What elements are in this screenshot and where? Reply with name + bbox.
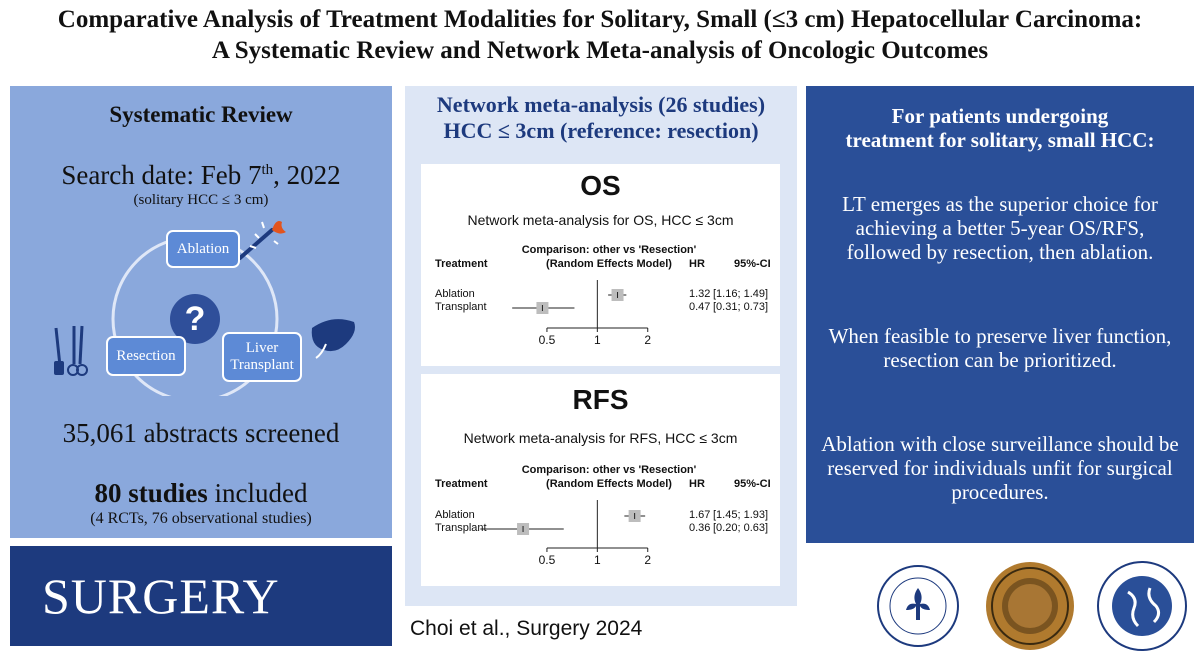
rfs-row-1-ci: [1.45; 1.93] — [713, 509, 769, 521]
os-col-ci: 95%-CI — [734, 258, 771, 270]
ablation-torch-icon — [240, 221, 286, 258]
title-line-2: A Systematic Review and Network Meta-analysis of Oncologic Outcomes — [211, 37, 989, 64]
os-row-2-ci: [0.31; 0.73] — [713, 301, 769, 313]
rfs-plot-area — [421, 374, 780, 586]
central-surgical-association-seal-icon — [986, 562, 1074, 650]
studies-included — [10, 478, 392, 509]
abstracts-screened: 35,061 abstracts screened — [62, 418, 340, 448]
rfs-row-2-name: Transplant — [435, 522, 487, 534]
conclusion-resection: When feasible to preserve liver function, resection can be prioritized. — [828, 324, 1172, 372]
os-tick-label-1: 1 — [593, 333, 601, 347]
society-seal-images — [870, 560, 1195, 652]
nma-heading-line-1: Network meta-analysis (26 studies) — [436, 92, 766, 117]
os-row-1-hr: 1.32 — [689, 288, 711, 300]
rfs-col-hr: HR — [689, 478, 705, 490]
studies-count: 80 studies — [94, 478, 208, 508]
citation: Choi et al., Surgery 2024 — [410, 617, 643, 640]
studies-breakdown: (4 RCTs, 76 observational studies) — [90, 510, 312, 527]
rfs-col-ci: 95%-CI — [734, 478, 771, 490]
journal-logo: SURGERY — [10, 546, 392, 646]
rfs-subtitle: Network meta-analysis for RFS, HCC ≤ 3cm — [463, 430, 738, 446]
rfs-tick-label-0: 0.5 — [538, 553, 556, 567]
search-criteria: (solitary HCC ≤ 3 cm) — [133, 192, 269, 208]
endocrine-surgeons-seal-icon — [1098, 562, 1186, 650]
rfs-row-2-hr: 0.36 — [689, 522, 711, 534]
question-mark-icon: ? — [170, 294, 220, 344]
os-col-hr: HR — [689, 258, 705, 270]
rfs-tick-label-2: 2 — [644, 553, 652, 567]
resection-node: Resection — [106, 336, 186, 376]
conclusions-panel — [806, 86, 1194, 543]
studies-included-text: included — [207, 478, 308, 508]
rfs-label: RFS — [572, 384, 629, 415]
page-title — [0, 4, 1200, 66]
conclusions-heading-line-2: treatment for solitary, small HCC: — [845, 128, 1155, 152]
os-tick-label-2: 2 — [644, 333, 652, 347]
os-row-2-name: Transplant — [435, 301, 487, 313]
scissors-icon — [54, 326, 87, 375]
os-tick-label-0: 0.5 — [538, 333, 556, 347]
rfs-col-treatment: Treatment — [435, 478, 488, 490]
rfs-tick-label-1: 1 — [593, 553, 601, 567]
title-line-1: Comparative Analysis of Treatment Modalities for Solitary, Small (≤3 cm) Hepatocellular Carcinoma: — [57, 6, 1143, 33]
network-meta-analysis-panel — [405, 86, 797, 606]
os-model: (Random Effects Model) — [546, 258, 672, 270]
os-subtitle: Network meta-analysis for OS, HCC ≤ 3cm — [467, 212, 734, 228]
nma-heading-line-2: HCC ≤ 3cm (reference: resection) — [443, 118, 759, 143]
rfs-row-2-ci: [0.20; 0.63] — [713, 522, 769, 534]
nma-heading — [405, 92, 797, 144]
search-date-prefix: Search date: Feb 7 — [61, 160, 262, 190]
ablation-node: Ablation — [166, 230, 240, 268]
systematic-review-heading: Systematic Review — [109, 102, 293, 127]
os-label: OS — [580, 170, 621, 201]
os-row-2-hr: 0.47 — [689, 301, 711, 313]
os-row-1-ci: [1.16; 1.49] — [713, 288, 769, 300]
liver-icon — [312, 319, 355, 358]
society-of-surgeons-seal-icon — [878, 566, 958, 646]
rfs-model: (Random Effects Model) — [546, 478, 672, 490]
rfs-comparison: Comparison: other vs 'Resection' — [521, 464, 697, 476]
conclusions-heading — [806, 104, 1194, 152]
conclusions-heading-line-1: For patients undergoing — [891, 104, 1109, 128]
society-seals — [870, 560, 1195, 652]
search-date — [10, 160, 392, 191]
rfs-row-1-hr: 1.67 — [689, 509, 711, 521]
os-forest-plot — [421, 164, 780, 366]
transplant-node: Liver Transplant — [222, 332, 302, 382]
search-date-sup: th — [261, 162, 274, 178]
rfs-row-1-name: Ablation — [435, 509, 475, 521]
systematic-review-panel — [10, 86, 392, 538]
conclusion-ablation: Ablation with close surveillance should be reserved for individuals unfit for surgical procedures. — [821, 432, 1179, 504]
os-comparison: Comparison: other vs 'Resection' — [521, 244, 697, 256]
search-date-suffix: , 2022 — [273, 160, 341, 190]
conclusion-lt-superior: LT emerges as the superior choice for achieving a better 5-year OS/RFS, followed by resection, then ablation. — [842, 192, 1158, 264]
treatment-diagram — [50, 216, 360, 396]
os-col-treatment: Treatment — [435, 258, 488, 270]
os-row-1-name: Ablation — [435, 288, 475, 300]
os-plot-area — [421, 164, 780, 366]
rfs-forest-plot — [421, 374, 780, 586]
